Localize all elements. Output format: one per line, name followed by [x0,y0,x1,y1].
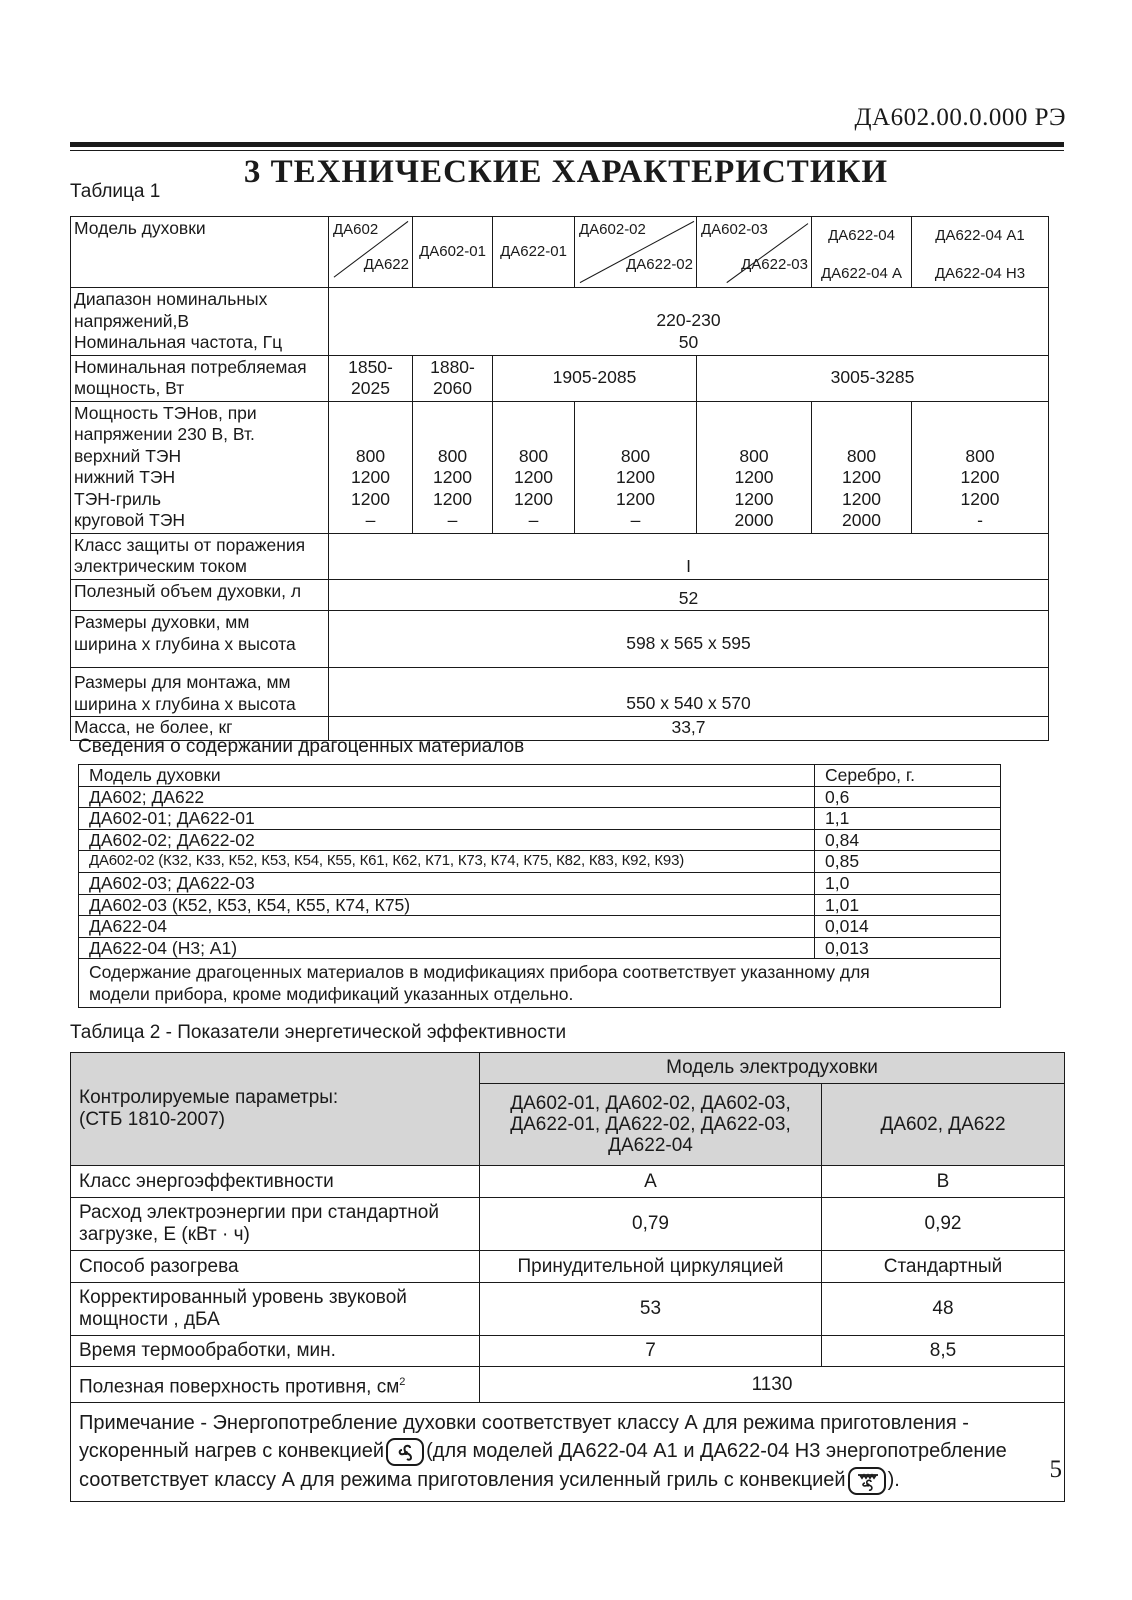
heaters-col-5: 800 1200 1200 2000 [697,401,812,533]
header-rule [70,142,1064,147]
table-row: Время термообработки, мин. 7 8,5 [71,1336,1065,1367]
voltage-label: Диапазон номинальных напряжений,В Номинальная частота, Гц [71,288,329,356]
grill-convection-icon [848,1467,886,1495]
mass-value: 33,7 [329,717,1049,741]
model-da622: ДА622 [363,255,409,273]
volume-label: Полезный объем духовки, л [71,579,329,611]
table-row: ДА602-02 (К32, К33, К52, К53, К54, К55, К61, К62, К71, К73, К74, К75, К82, К83, К92, К93) 0,85 [79,851,1001,873]
heaters-col-7: 800 1200 1200 - [912,401,1049,533]
surface-label: Полезная поверхность противня, $см^2$ [71,1367,480,1403]
model-da622-03: ДА622-03 [741,255,808,273]
heaters-row [71,401,1049,533]
heaters-col-6: 800 1200 1200 2000 [812,401,912,533]
mounting-row [71,668,1049,717]
protection-class-label: Класс защиты от поражения электрическим током [71,533,329,579]
table-row: Расход электроэнергии при стандартной загрузке, Е (кВт · ч) 0,79 0,92 [71,1198,1065,1251]
precious-col-silver: Серебро, г. [815,765,1001,787]
precious-header-row [79,765,1001,787]
precious-caption: Сведения о содержании драгоценных материалов [78,736,525,757]
heaters-col-3: 800 1200 1200 – [493,401,575,533]
protection-class-value: I [329,533,1049,579]
models-group-2: ДА602, ДА622 [822,1084,1065,1166]
technical-specs-table [70,216,1049,741]
model-da602-01: ДА602-01 [413,217,493,288]
params-label: Контролируемые параметры: (СТБ 1810-2007) [71,1053,480,1166]
model-cell-da602-03 [697,217,812,288]
heaters-col-4: 800 1200 1200 – [575,401,697,533]
model-da602: ДА602 [333,221,379,238]
table-row: ДА602-01; ДА622-01 1,1 [79,808,1001,830]
voltage-row [71,288,1049,356]
power-da602-03-04: 3005-3285 [697,355,1049,401]
table-row: Полезная поверхность противня, $см^2$ 1130 [71,1367,1065,1403]
models-group-1: ДА602-01, ДА602-02, ДА602-03, ДА622-01, ДА622-02, ДА622-03, ДА622-04 [480,1084,822,1166]
model-header: Модель электродуховки [480,1053,1065,1084]
table-row: ДА602-03; ДА622-03 1,0 [79,872,1001,894]
model-da622-02: ДА622-02 [626,255,693,273]
table-row: ДА602-02; ДА622-02 0,84 [79,829,1001,851]
table-row: Способ разогрева Принудительной циркуляцией Стандартный [71,1251,1065,1283]
mounting-value: 550 х 540 х 570 [329,668,1049,717]
model-label: Модель духовки [71,217,329,288]
model-cell-da602 [329,217,413,288]
precious-materials-table [78,764,1001,1008]
model-da622-04: ДА622-04 ДА622-04 А [812,217,912,288]
model-header-row [71,217,1049,288]
volume-row [71,579,1049,611]
model-cell-da602-02 [575,217,697,288]
document-code: ДА602.00.0.000 РЭ [854,104,1066,131]
page-number: 5 [1049,1456,1062,1483]
table2-header-row [71,1053,1065,1084]
protection-class-row [71,533,1049,579]
model-da622-04-a1: ДА622-04 А1 ДА622-04 Н3 [912,217,1049,288]
power-da602-01: 1880- 2060 [413,355,493,401]
table-row: ДА602; ДА622 0,6 [79,786,1001,808]
precious-footer-row [79,959,1001,1008]
dimensions-label: Размеры духовки, мм ширина х глубина х высота [71,611,329,668]
table-row: ДА622-04 (Н3; А1) 0,013 [79,937,1001,959]
table1-caption: Таблица 1 [70,181,161,202]
header-rule-thin [70,150,1064,151]
mounting-label: Размеры для монтажа, мм ширина х глубина х высота [71,668,329,717]
energy-efficiency-table [70,1052,1065,1502]
power-row [71,355,1049,401]
convection-fan-icon [386,1438,424,1466]
heaters-col-2: 800 1200 1200 – [413,401,493,533]
heaters-col-1: 800 1200 1200 – [329,401,413,533]
section-title: 3 ТЕХНИЧЕСКИЕ ХАРАКТЕРИСТИКИ [243,154,889,190]
table-row: ДА602-03 (К52, К53, К54, К55, К74, К75) 1,01 [79,894,1001,916]
dimensions-row [71,611,1049,668]
mass-label: Масса, не более, кг [71,717,329,741]
energy-note: Примечание - Энергопотребление духовки соответствует классу А для режима приготовления - ускоренный нагрев с конвекцией (для моделей ДА622-04 А1 и ДА622-04 Н3 энергопотребление соответствует классу А для режима приготовления усиленный гриль с конвекцией ). [71,1403,1065,1501]
heaters-label: Мощность ТЭНов, при напряжении 230 В, Вт. верхний ТЭН нижний ТЭН ТЭН-гриль круговой ТЭН [71,401,329,533]
precious-col-model: Модель духовки [79,765,815,787]
dimensions-value: 598 х 565 х 595 [329,611,1049,668]
voltage-value: 220-230 50 [329,288,1049,356]
volume-value: 52 [329,579,1049,611]
model-da602-02: ДА602-02 [579,221,646,238]
table2-caption: Таблица 2 - Показатели энергетической эффективности [70,1022,567,1043]
power-da602: 1850- 2025 [329,355,413,401]
power-da622-01-02: 1905-2085 [493,355,697,401]
table-row: Класс энергоэффективности А В [71,1166,1065,1198]
precious-footer: Содержание драгоценных материалов в модификациях прибора соответствует указанному для модели прибора, кроме модификаций указанных отдельно. [79,959,1001,1008]
note-row [71,1403,1065,1501]
power-label: Номинальная потребляемая мощность, Вт [71,355,329,401]
model-da602-03: ДА602-03 [701,221,768,238]
model-da622-01: ДА622-01 [493,217,575,288]
table-row: ДА622-04 0,014 [79,916,1001,938]
table-row: Корректированный уровень звуковой мощности , дБА 53 48 [71,1283,1065,1336]
